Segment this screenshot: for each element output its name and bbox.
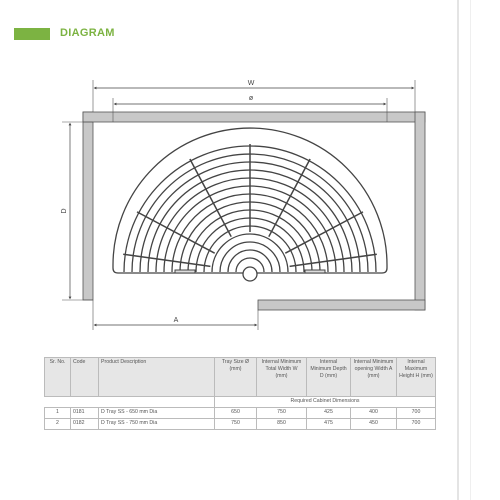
- table-header-row: [45, 358, 436, 397]
- table-row: [45, 419, 436, 430]
- cell-tray-size: 650: [215, 408, 257, 419]
- cell-opening: 400: [351, 408, 397, 419]
- d-tray: [113, 128, 387, 281]
- cell-width: 750: [257, 408, 307, 419]
- tray-ring: [212, 234, 288, 272]
- cell-code: 0182: [71, 419, 99, 430]
- col-header-opening: Internal Minimum opening Width A (mm): [351, 358, 397, 397]
- opening-width-label: A: [173, 317, 179, 324]
- table-caption: Required Cabinet Dimensions: [215, 397, 436, 408]
- tray-ring: [204, 226, 296, 272]
- tray-diameter-label: ø: [248, 95, 254, 102]
- cell-sr: 2: [45, 419, 71, 430]
- cell-opening: 450: [351, 419, 397, 430]
- col-header-code: Code: [71, 358, 99, 397]
- cell-height: 700: [397, 408, 436, 419]
- cell-height: 700: [397, 419, 436, 430]
- center-hub: [243, 267, 257, 281]
- cell-code: 0181: [71, 408, 99, 419]
- cell-depth: 425: [307, 408, 351, 419]
- cell-description: D Tray SS - 750 mm Dia: [99, 419, 215, 430]
- cell-sr: 1: [45, 408, 71, 419]
- cell-tray-size: 750: [215, 419, 257, 430]
- col-header-height: Internal Maximum Height H (mm): [397, 358, 436, 397]
- width-label: W: [247, 80, 255, 87]
- cell-depth: 475: [307, 419, 351, 430]
- table-row: [45, 408, 436, 419]
- depth-label: D: [61, 208, 68, 214]
- col-header-description: Product Description: [99, 358, 215, 397]
- opening-width-dimension: [93, 300, 258, 330]
- col-header-sr-no: Sr. No.: [45, 358, 71, 397]
- col-header-tray-size: Tray Size Ø (mm): [215, 358, 257, 397]
- cabinet-dimensions-table: [44, 357, 436, 430]
- section-heading: DIAGRAM: [60, 27, 115, 39]
- cell-description: D Tray SS - 650 mm Dia: [99, 408, 215, 419]
- table-caption-row: [45, 397, 436, 408]
- col-header-depth: Internal Minimum Depth D (mm): [307, 358, 351, 397]
- cell-width: 850: [257, 419, 307, 430]
- col-header-width: Internal Minimum Total Width W (mm): [257, 358, 307, 397]
